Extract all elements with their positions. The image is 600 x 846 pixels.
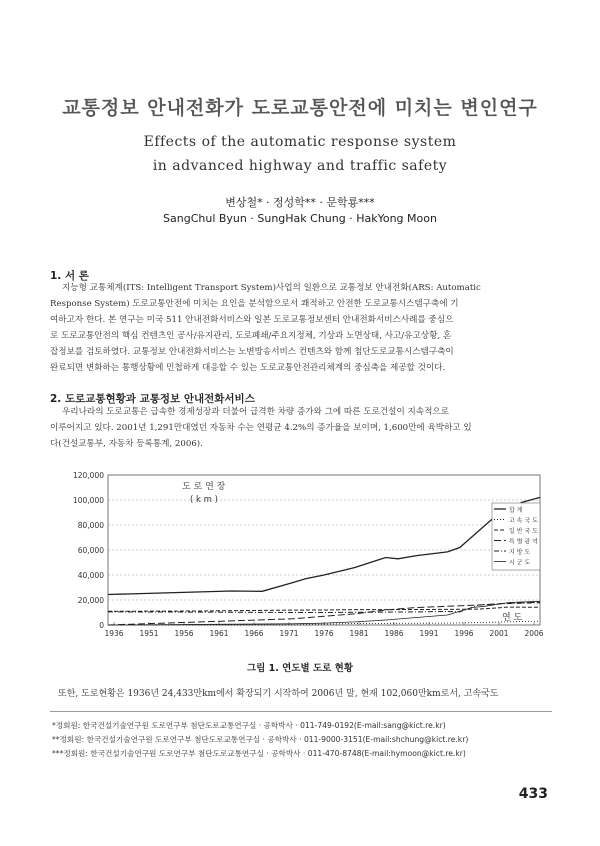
x-axis-label: 연 도 (502, 613, 523, 623)
x-tick-label: 1956 (174, 629, 194, 638)
x-tick-label: 1986 (384, 629, 404, 638)
section-2-line: 우리나라의 도로교통은 급속한 경제성장과 더불어 급격한 차량 증가와 그에 따른 도로건설이 지속적으로 (62, 407, 450, 417)
section-1-heading: 1. 서 론 (50, 270, 89, 282)
title-english-line-1: Effects of the automatic response system (143, 134, 457, 150)
section-1-line: 여하고자 한다. 본 연구는 미국 511 안내전화서비스와 일본 도로교통정보센터 안내전화서비스사례를 중심으 (50, 315, 454, 325)
chart-title: 도 로 연 장 (182, 482, 226, 492)
y-tick-label: 0 (99, 621, 104, 630)
series-line-2 (108, 607, 540, 611)
legend-label: 시 군 도 (509, 559, 531, 567)
x-tick-label: 1976 (314, 629, 334, 638)
series-line-5 (108, 601, 540, 625)
legend-label: 일 반 국 도 (509, 528, 538, 535)
footnote-3: ***정회원: 한국건설기술연구원 도로연구부 첨단도로교통연구실 · 공학박사 · 011-470-8748(E-mail:hymoon@kict.re.kr) (52, 749, 466, 758)
section-2-heading: 2. 도로교통현황과 교통정보 안내전화서비스 (50, 393, 255, 405)
y-tick-label: 80,000 (77, 521, 104, 530)
title-korean: 교통정보 안내전화가 도로교통안전에 미치는 변인연구 (62, 97, 538, 119)
section-2-body (50, 404, 552, 452)
x-tick-label: 1951 (139, 629, 159, 638)
authors-english: SangChul Byun · SungHak Chung · HakYong Moon (163, 212, 437, 225)
section-1-line: 지능형 교통체계(ITS: Intelligent Transport System)사업의 일환으로 교통정보 안내전화(ARS: Automatic (62, 283, 481, 293)
legend-label: 특 별 광 역 (509, 538, 538, 546)
series-line-3 (108, 602, 540, 625)
chart-unit: ( k m ) (190, 495, 218, 505)
y-tick-label: 60,000 (77, 546, 104, 555)
section-2-line: 다(건설교통부, 자동차 등록통계, 2006). (50, 439, 203, 449)
legend-label: 고 속 국 도 (509, 517, 538, 525)
section-1-line: 완료되면 변화하는 통행상황에 민첩하게 대응할 수 있는 도로교통안전관리체계의 중심축을 제공할 것이다. (50, 363, 446, 373)
page-number: 433 (518, 786, 548, 802)
x-tick-label: 2006 (524, 629, 544, 638)
legend-label: 합 계 (509, 507, 523, 514)
authors-korean: 변상철* · 정성학** · 문학룡*** (225, 196, 375, 209)
section-1-line: 잡정보를 검토하였다. 교통정보 안내전화서비스는 노변방송서비스 컨텐츠와 함께 첨단도로교통시스템구축이 (50, 347, 454, 357)
y-tick-label: 120,000 (72, 471, 104, 480)
y-tick-label: 40,000 (77, 571, 104, 580)
series-line-4 (108, 603, 540, 613)
y-tick-label: 100,000 (72, 496, 104, 505)
x-tick-label: 1961 (209, 629, 229, 638)
footnote-1: *정회원: 한국건설기술연구원 도로연구부 첨단도로교통연구실 · 공학박사 · 011-749-0192(E-mail:sang@kict.re.kr) (52, 721, 446, 730)
x-tick-label: 1991 (419, 629, 439, 638)
x-tick-label: 1966 (244, 629, 264, 638)
section-1-body (50, 280, 552, 376)
series-line-0 (108, 497, 540, 594)
body-continuation: 또한, 도로현황은 1936년 24,433만km에서 확장되기 시작하여 2006년 말, 현재 102,060만km로서, 고속국도 (58, 689, 499, 699)
figure-caption: 그림 1. 연도별 도로 현황 (246, 663, 354, 674)
x-tick-label: 1981 (349, 629, 369, 638)
x-tick-label: 1996 (454, 629, 474, 638)
road-length-line-chart (62, 471, 548, 639)
x-tick-label: 1971 (279, 629, 299, 638)
footnote-2: **정회원: 한국건설기술연구원 도로연구부 첨단도로교통연구실 · 공학박사 · 011-9000-3151(E-mail:shchung@kict.re.kr) (52, 735, 469, 744)
chart-legend (492, 503, 540, 570)
footnote-divider (50, 711, 552, 712)
y-tick-label: 20,000 (77, 596, 104, 605)
section-1-line: Response System) 도로교통안전에 미치는 요인을 분석함으로서 쾌적하고 안전한 도로교통시스템구축에 기 (50, 299, 459, 309)
title-english-line-2: in advanced highway and traffic safety (152, 158, 448, 174)
section-2-line: 이루어지고 있다. 2001년 1,291만대였던 자동차 수는 연평균 4.2%의 증가율을 보이며, 1,600만에 육박하고 있 (50, 423, 472, 433)
x-tick-label: 1936 (104, 629, 124, 638)
x-tick-label: 2001 (489, 629, 509, 638)
legend-label: 지 방 도 (509, 549, 531, 556)
section-1-line: 로 도로교통안전의 핵심 컨텐츠인 공사/유지관리, 도로폐쇄/주요지정체, 기상과 노면상태, 사고/유고상황, 혼 (50, 331, 452, 341)
